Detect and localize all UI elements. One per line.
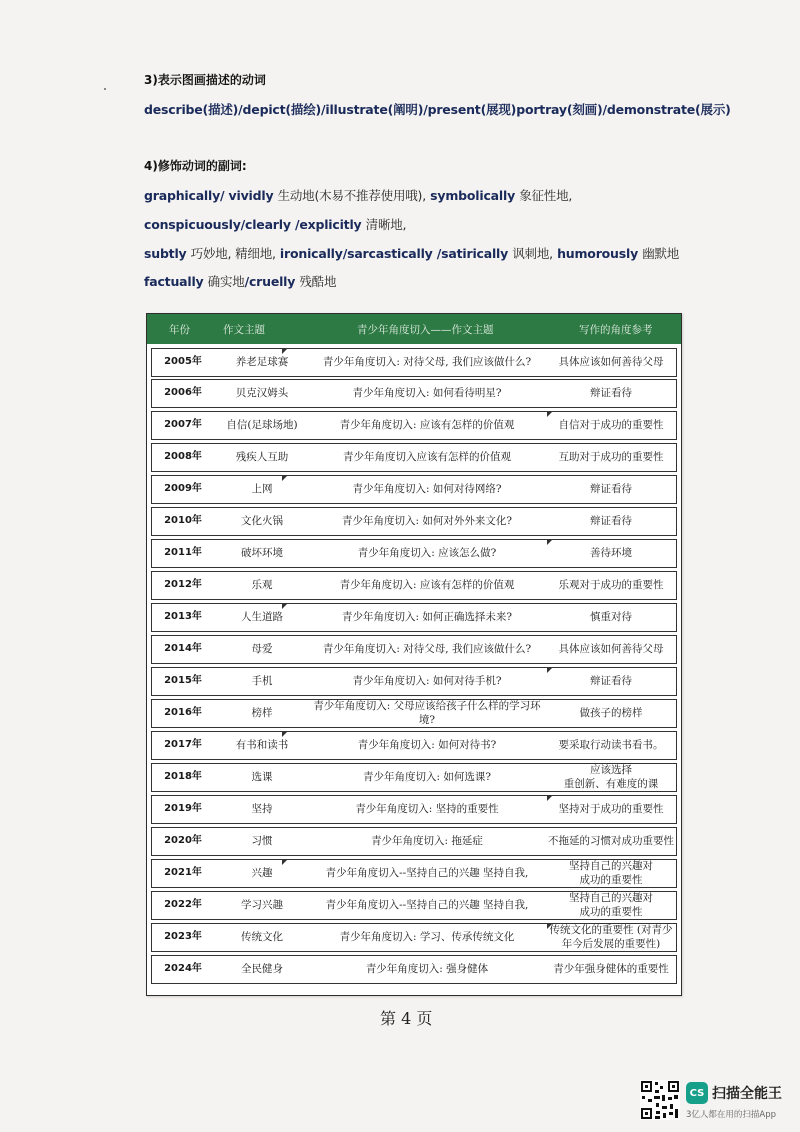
adverb-cn: 清晰地, (365, 217, 407, 232)
cell-angle: 要采取行动读书看书。 (558, 738, 664, 751)
adverb-cn: 残酷地 (299, 274, 337, 289)
cell-topic: 青少年角度切入: 学习、传承传统文化 (339, 930, 515, 943)
table-row (151, 379, 677, 408)
verbs-line: describe(描述)/depict(描绘)/illustrate(阐明)/present(展现)portray(刻画)/demonstrate(展示) (144, 102, 731, 117)
cell-theme: 自信(足球场地) (226, 418, 298, 431)
table-row (151, 763, 677, 792)
table-row (151, 475, 677, 504)
camscanner-logo-icon: CS (686, 1082, 708, 1104)
cell-angle: 乐观对于成功的重要性 (558, 578, 664, 591)
adverb-en: graphically/ vividly (144, 188, 278, 203)
table-row (151, 955, 677, 984)
cell-topic: 青少年角度切入: 如何选课? (362, 770, 491, 783)
table-row (151, 635, 677, 664)
row-notch (282, 348, 288, 354)
cell-year: 2005年 (164, 356, 202, 368)
adverb-cn: 巧妙地, 精细地, (190, 246, 276, 261)
cell-angle: 善待环境 (590, 546, 632, 559)
table-row (151, 348, 677, 377)
qr-code-icon (640, 1080, 680, 1120)
cell-year: 2013年 (164, 611, 202, 623)
cell-topic: 青少年角度切入--坚持自己的兴趣 坚持自我, (325, 898, 529, 911)
scanner-app-name: 扫描全能王 (712, 1086, 782, 1102)
cell-topic: 青少年角度切入: 对待父母, 我们应该做什么? (322, 355, 532, 368)
row-notch (547, 667, 553, 673)
row-notch (547, 795, 553, 801)
cell-theme: 乐观 (251, 578, 273, 591)
cell-theme: 选课 (251, 770, 273, 783)
cell-topic: 青少年角度切入: 父母应该给孩子什么样的学习环境? (313, 700, 541, 726)
cell-year: 2020年 (164, 835, 202, 847)
cell-theme: 上网 (251, 482, 273, 495)
table-row (151, 699, 677, 728)
cell-angle: 辩证看待 (590, 674, 632, 687)
scanner-tagline: 3亿人都在用的扫描App (686, 1110, 777, 1120)
cell-angle: 应该选择 重创新、有难度的课 (563, 764, 659, 790)
cell-year: 2009年 (164, 483, 202, 495)
table-row (151, 667, 677, 696)
cell-angle: 辩证看待 (590, 386, 632, 399)
row-notch (547, 923, 553, 929)
table-row (151, 795, 677, 824)
cell-theme: 养老足球赛 (235, 355, 289, 368)
cell-angle: 传统文化的重要性 (对青少 年今后发展的重要性) (549, 924, 673, 950)
table-row (151, 891, 677, 920)
cell-topic: 青少年角度切入: 应该怎么做? (357, 546, 497, 559)
page-number: 第 4 页 (380, 1009, 433, 1028)
table-row (151, 827, 677, 856)
cell-year: 2006年 (164, 387, 202, 399)
adverb-line-4 (144, 272, 336, 290)
table-header (147, 314, 681, 344)
header-topic: 青少年角度切入——作文主题 (357, 324, 494, 336)
cell-year: 2023年 (164, 931, 202, 943)
adverb-en: conspicuously/clearly /explicitly (144, 217, 366, 232)
cell-topic: 青少年角度切入: 坚持的重要性 (355, 802, 499, 815)
cell-theme: 人生道路 (241, 610, 283, 623)
cell-angle: 不拖延的习惯对成功重要性 (548, 834, 674, 847)
cell-angle: 具体应该如何善待父母 (558, 355, 664, 368)
cell-theme: 习惯 (251, 834, 273, 847)
cell-year: 2015年 (164, 675, 202, 687)
section4-heading: 4)修饰动词的副词: (144, 159, 247, 173)
table-row (151, 571, 677, 600)
cell-theme: 传统文化 (241, 930, 283, 943)
adverb-cn: 生动地(木易不推荐使用哦), (277, 188, 426, 203)
cell-angle: 坚持对于成功的重要性 (558, 802, 664, 815)
cell-angle: 具体应该如何善待父母 (558, 642, 664, 655)
cell-angle: 青少年强身健体的重要性 (553, 962, 669, 975)
cell-year: 2017年 (164, 739, 202, 751)
cell-topic: 青少年角度切入: 如何看待明星? (352, 386, 502, 399)
cell-theme: 手机 (251, 674, 273, 687)
table-row (151, 603, 677, 632)
adverb-cn: 确实地 (207, 274, 245, 289)
cell-year: 2014年 (164, 643, 202, 655)
row-notch (282, 731, 288, 737)
adverb-line-2 (144, 215, 406, 233)
cell-theme: 贝克汉姆头 (235, 386, 289, 399)
adverb-en: ironically/sarcastically /satirically (275, 246, 513, 261)
header-year: 年份 (169, 324, 190, 336)
table-row (151, 507, 677, 536)
cell-topic: 青少年角度切入: 应该有怎样的价值观 (339, 418, 515, 431)
table-row (151, 539, 677, 568)
cell-angle: 辩证看待 (590, 514, 632, 527)
cell-year: 2024年 (164, 963, 202, 975)
cell-angle: 做孩子的榜样 (579, 706, 643, 719)
cell-year: 2022年 (164, 899, 202, 911)
header-theme: 作文主题 (223, 324, 265, 336)
cell-theme: 残疾人互助 (235, 450, 289, 463)
cell-topic: 青少年角度切入: 如何正确选择未来? (341, 610, 512, 623)
adverb-en: humorously (552, 246, 643, 261)
cell-theme: 有书和读书 (235, 738, 289, 751)
cell-angle: 坚持自己的兴趣对 成功的重要性 (569, 892, 653, 918)
adverb-cn: 讽刺地, (512, 246, 553, 261)
row-notch (282, 475, 288, 481)
cell-topic: 青少年角度切入: 如何对待网络? (352, 482, 502, 495)
adverb-line-1 (144, 186, 572, 204)
cell-angle: 互助对于成功的重要性 (558, 450, 664, 463)
speck (104, 88, 106, 90)
row-notch (282, 603, 288, 609)
adverb-en: symbolically (426, 188, 520, 203)
cell-year: 2007年 (164, 419, 202, 431)
cell-topic: 青少年角度切入: 如何对待书? (357, 738, 497, 751)
table-row (151, 443, 677, 472)
cell-year: 2016年 (164, 707, 202, 719)
cell-topic: 青少年角度切入: 强身健体 (365, 962, 489, 975)
cell-year: 2021年 (164, 867, 202, 879)
cell-topic: 青少年角度切入: 如何对外外来文化? (341, 514, 512, 527)
adverb-cn: 象征性地, (519, 188, 573, 203)
table-row (151, 859, 677, 888)
cell-theme: 破坏环境 (241, 546, 283, 559)
table-row (151, 411, 677, 440)
cell-year: 2010年 (164, 515, 202, 527)
cell-theme: 榜样 (251, 706, 273, 719)
cell-topic: 青少年角度切入应该有怎样的价值观 (343, 450, 511, 463)
cell-year: 2018年 (164, 771, 202, 783)
cell-theme: 坚持 (251, 802, 273, 815)
cell-theme: 母爱 (251, 642, 273, 655)
cell-topic: 青少年角度切入: 对待父母, 我们应该做什么? (322, 642, 532, 655)
cell-angle: 自信对于成功的重要性 (558, 418, 664, 431)
table-row (151, 731, 677, 760)
cell-topic: 青少年角度切入: 如何对待手机? (352, 674, 502, 687)
cell-theme: 兴趣 (251, 866, 273, 879)
cell-angle: 慎重对待 (590, 610, 632, 623)
cell-theme: 全民健身 (241, 962, 283, 975)
adverb-en: subtly (144, 246, 191, 261)
essay-topics-table (146, 313, 682, 996)
cell-theme: 文化火锅 (241, 514, 283, 527)
cell-year: 2008年 (164, 451, 202, 463)
row-notch (282, 859, 288, 865)
cell-year: 2012年 (164, 579, 202, 591)
cell-topic: 青少年角度切入: 拖延症 (371, 834, 483, 847)
cell-theme: 学习兴趣 (241, 898, 283, 911)
adverb-line-3 (144, 244, 679, 262)
row-notch (547, 539, 553, 545)
cell-year: 2019年 (164, 803, 202, 815)
cell-angle: 辩证看待 (590, 482, 632, 495)
table-row (151, 923, 677, 952)
cell-year: 2011年 (164, 547, 202, 559)
adverb-en: /cruelly (244, 274, 300, 289)
adverb-cn: 幽默地 (642, 246, 680, 261)
cell-angle: 坚持自己的兴趣对 成功的重要性 (569, 860, 653, 886)
cell-topic: 青少年角度切入: 应该有怎样的价值观 (339, 578, 515, 591)
header-angle: 写作的角度参考 (579, 324, 653, 336)
adverb-en: factually (144, 274, 208, 289)
section3-heading: 3)表示图画描述的动词 (144, 73, 266, 87)
row-notch (547, 411, 553, 417)
cell-topic: 青少年角度切入--坚持自己的兴趣 坚持自我, (325, 866, 529, 879)
